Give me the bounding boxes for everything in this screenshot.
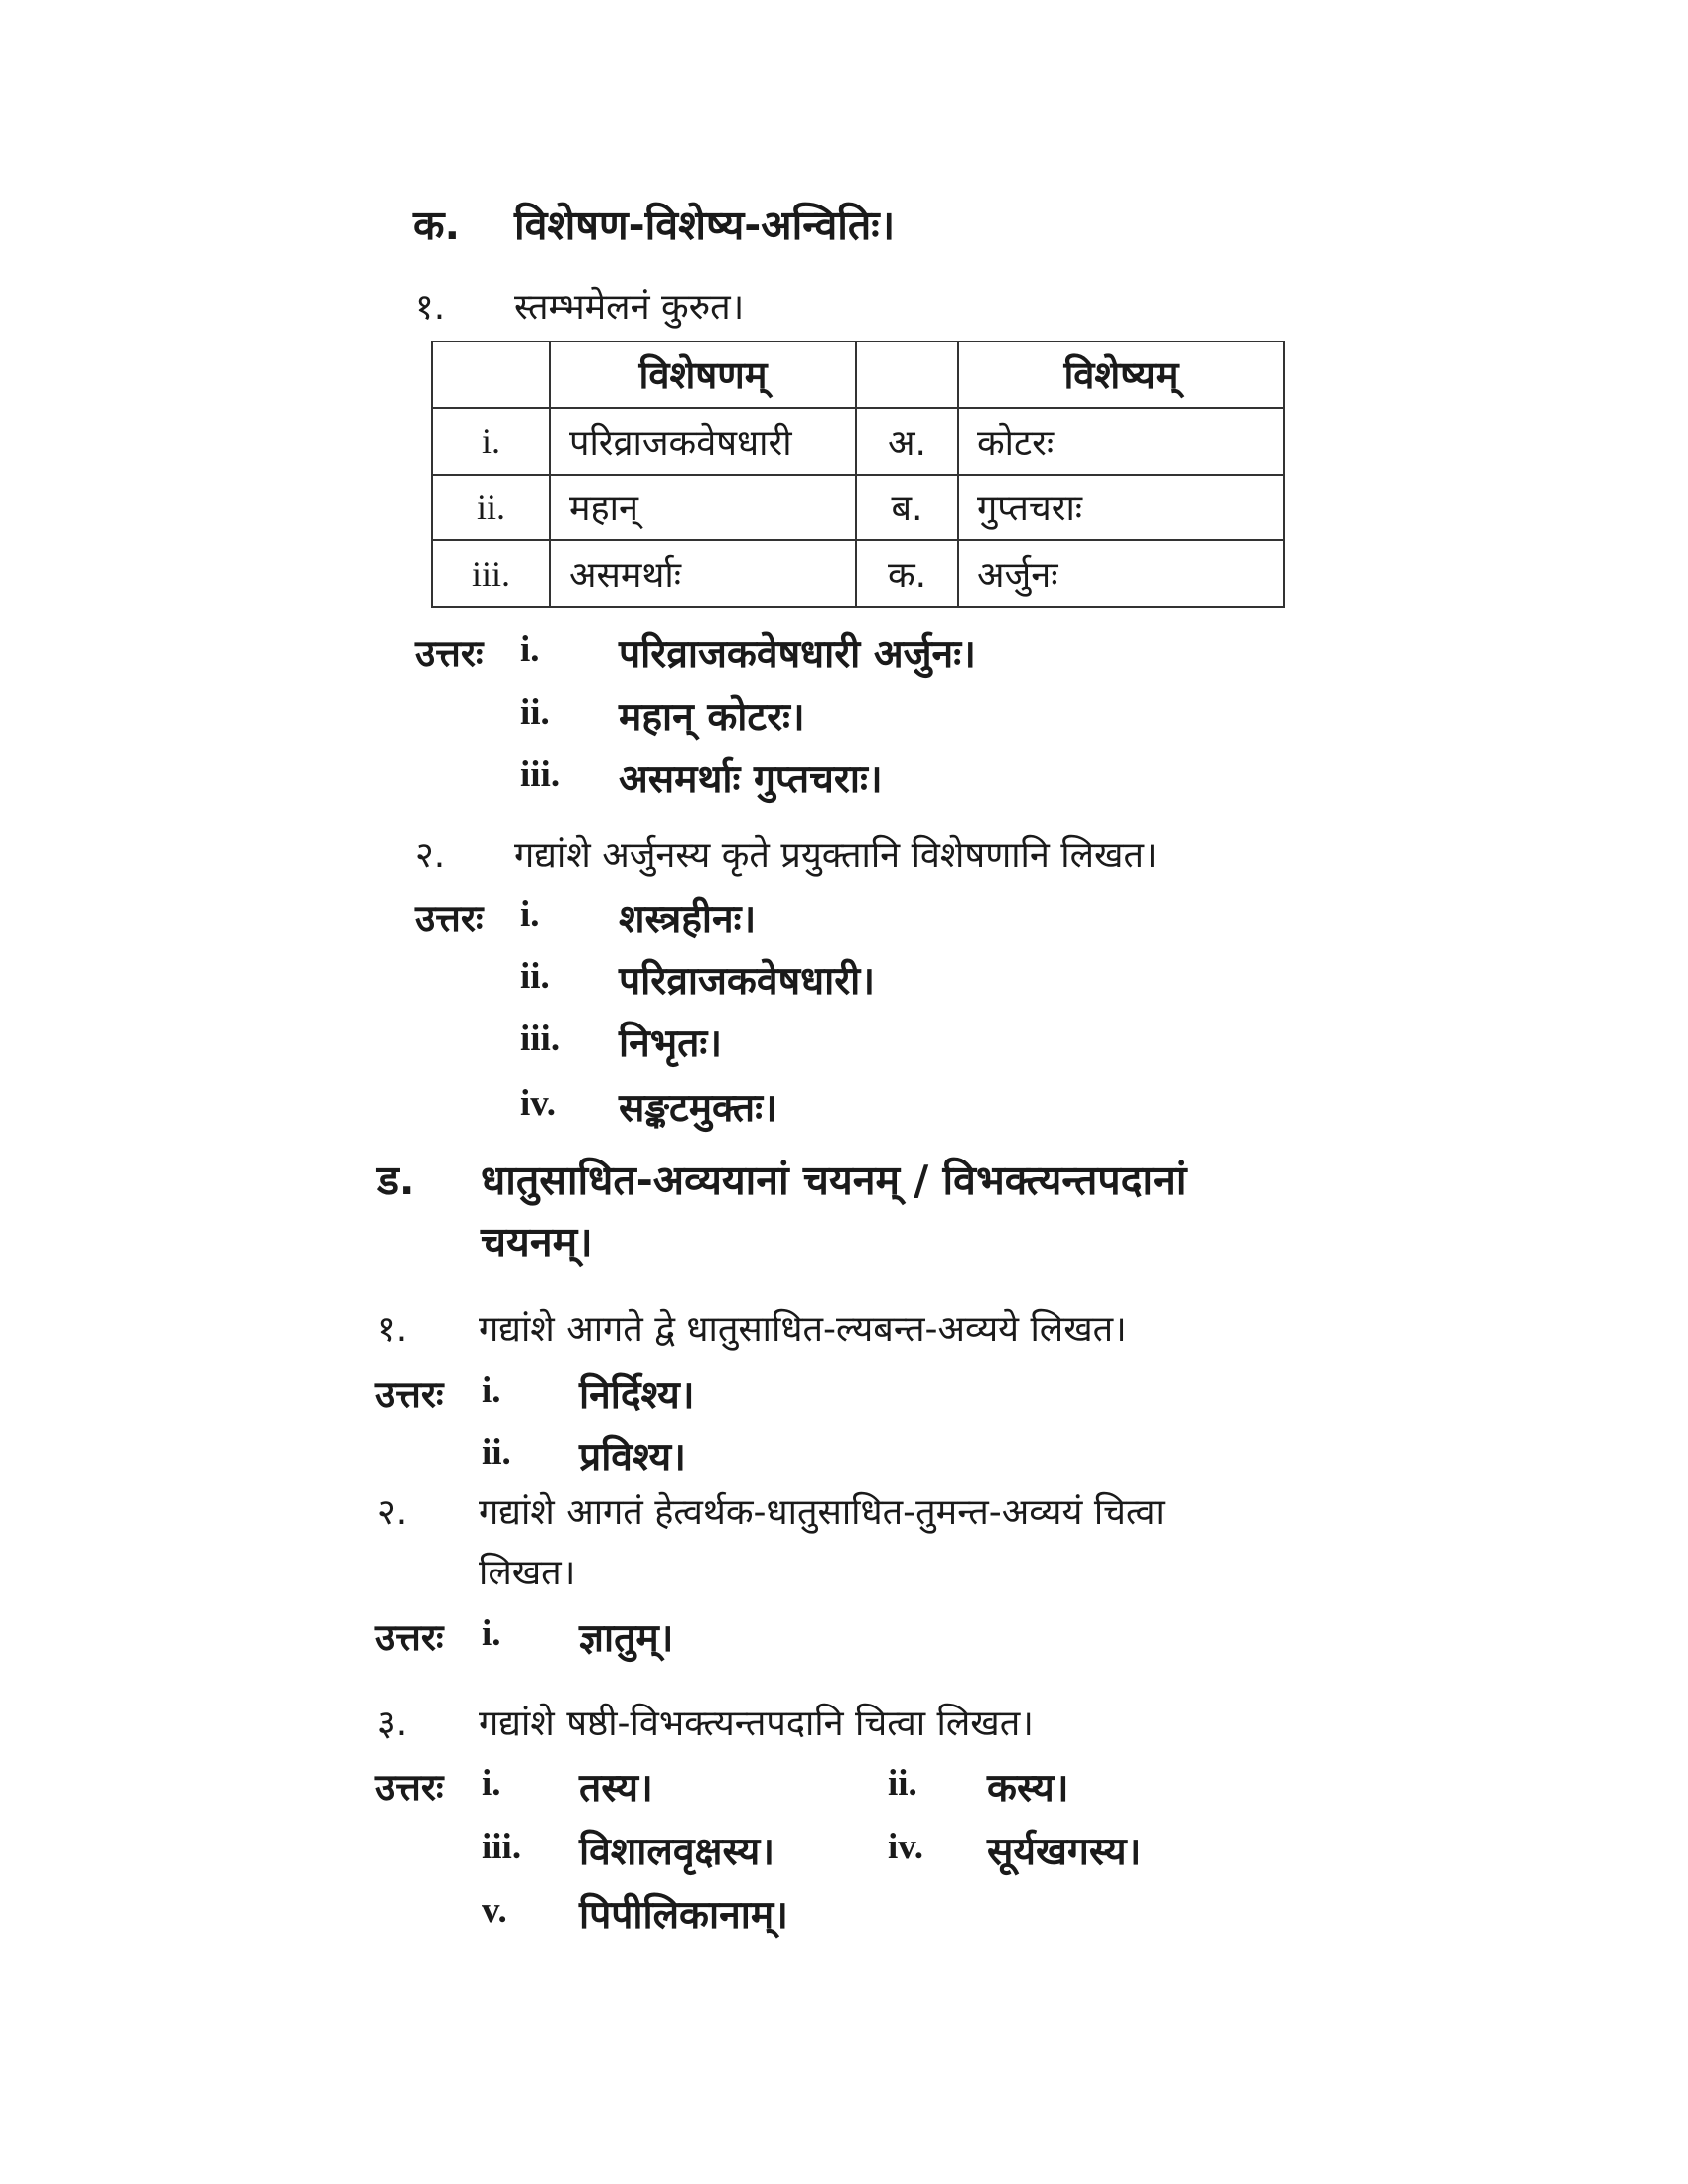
q5-answer-text: सूर्यखगस्य। [987, 1830, 1142, 1874]
table-cell: क. [856, 540, 958, 607]
q4-answer-text: ज्ञातुम्। [579, 1616, 674, 1661]
table-cell: अर्जुनः [958, 540, 1284, 607]
q1-answer-text: महान् कोटरः। [619, 695, 805, 740]
q5-answer-text: विशालवृक्षस्य। [579, 1830, 775, 1874]
q3-answer-label: उत्तरः [375, 1373, 444, 1416]
q5-text: गद्यांशे षष्ठी-विभक्त्यन्तपदानि चित्वा लिखत। [479, 1704, 1034, 1744]
q1-answer-num: i. [520, 629, 540, 670]
q4-answer-label: उत्तरः [375, 1616, 444, 1659]
q1-answer-num: iii. [520, 754, 561, 795]
q2-answer-num: iv. [520, 1083, 556, 1124]
q2-answer-text: परिव्राजकवेषधारी। [619, 959, 876, 1004]
table-cell: i. [432, 408, 550, 475]
q5-answer-num: iv. [888, 1827, 923, 1867]
table-row [432, 475, 1284, 541]
q2-answer-label: उत्तरः [415, 897, 484, 940]
q2-number: २. [415, 835, 446, 876]
q5-answer-text: तस्य। [579, 1766, 653, 1811]
table-cell: अ. [856, 408, 958, 475]
q5-answer-num: iii. [482, 1827, 522, 1867]
section-da-title-line1: धातुसाधित-अव्ययानां चयनम् / विभक्त्यन्तपदानां [481, 1157, 1187, 1204]
q5-answer-text: कस्य। [987, 1766, 1069, 1811]
q1-answer-num: ii. [520, 692, 550, 733]
table-header-cell [432, 341, 550, 408]
q5-answer-num: i. [482, 1763, 501, 1804]
table-cell: असमर्थाः [550, 540, 856, 607]
table-row [432, 408, 1284, 475]
q2-answer-num: iii. [520, 1019, 561, 1059]
table-cell: गुप्तचराः [958, 475, 1284, 541]
q1-answer-label: उत्तरः [415, 632, 484, 675]
section-da-marker: ड. [377, 1157, 415, 1204]
q3-answer-num: ii. [482, 1433, 511, 1473]
match-columns-table [431, 341, 1285, 608]
q2-answer-text: शस्त्रहीनः। [619, 897, 757, 942]
q2-text: गद्यांशे अर्जुनस्य कृते प्रयुक्तानि विशेषणानि लिखत। [514, 835, 1158, 876]
table-row [432, 540, 1284, 607]
q1-answer-text: असमर्थाः गुप्तचराः। [619, 757, 883, 802]
q2-answer-num: i. [520, 894, 540, 935]
table-header-cell: विशेष्यम् [958, 341, 1284, 408]
section-ka-title: विशेषण-विशेष्य-अन्वितिः। [514, 202, 896, 249]
q4-answer-num: i. [482, 1613, 501, 1654]
q4-text-line2: लिखत। [479, 1553, 576, 1593]
q1-text: स्तम्भमेलनं कुरुत। [514, 287, 745, 328]
q5-answer-num: ii. [888, 1763, 917, 1804]
q2-answer-text: निभृतः। [619, 1022, 723, 1066]
q5-answer-text: पिपीलिकानाम्। [579, 1893, 788, 1938]
q5-answer-num: v. [482, 1890, 507, 1931]
q2-answer-text: सङ्कटमुक्तः। [619, 1086, 777, 1131]
table-header-row [432, 341, 1284, 408]
table-header-cell [856, 341, 958, 408]
q3-answer-num: i. [482, 1370, 501, 1411]
q4-text-line1: गद्यांशे आगतं हेत्वर्थक-धातुसाधित-तुमन्त-अव्ययं चित्वा [479, 1492, 1165, 1533]
q1-number: १. [415, 287, 446, 328]
section-da-title-line2: चयनम्। [481, 1218, 593, 1266]
q2-answer-num: ii. [520, 956, 550, 997]
q5-number: ३. [377, 1704, 408, 1744]
q3-answer-text: प्रविश्य। [579, 1435, 686, 1480]
table-header-cell: विशेषणम् [550, 341, 856, 408]
q3-text: गद्यांशे आगते द्वे धातुसाधित-ल्यबन्त-अव्यये लिखत। [479, 1309, 1127, 1350]
q1-answer-text: परिव्राजकवेषधारी अर्जुनः। [619, 632, 976, 677]
table-cell: ब. [856, 475, 958, 541]
q3-number: १. [377, 1309, 408, 1350]
q5-answer-label: उत्तरः [375, 1766, 444, 1809]
q4-number: २. [377, 1492, 408, 1533]
section-ka-marker: क. [413, 202, 461, 249]
table-cell: कोटरः [958, 408, 1284, 475]
table-cell: ii. [432, 475, 550, 541]
q3-answer-text: निर्दिश्य। [579, 1373, 695, 1418]
table-cell: महान् [550, 475, 856, 541]
table-cell: iii. [432, 540, 550, 607]
table-cell: परिव्राजकवेषधारी [550, 408, 856, 475]
